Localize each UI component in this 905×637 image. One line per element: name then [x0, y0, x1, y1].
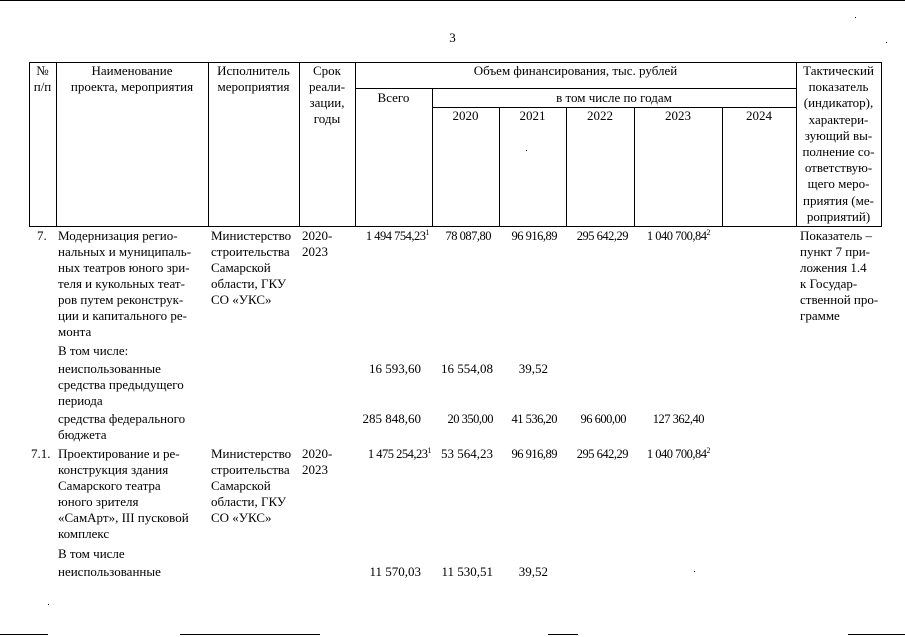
row71-2022: 295 642,29 [576, 447, 628, 461]
row71-2023: 1 040 700,84$^2$ [646, 445, 710, 461]
header-year-2024: 2024 [746, 108, 772, 123]
row71-total: 1 475 254,23$^1$ [367, 445, 431, 461]
row7-federal-total: 285 848,60 [362, 411, 421, 426]
row7-federal-2021: 41 536,20 [511, 412, 557, 426]
header-name: Наименование проекта, мероприятия [70, 63, 194, 94]
row7-unused-total: 16 593,60 [369, 361, 421, 376]
col-divider-2022 [634, 107, 635, 227]
row71-including-label: В том числе [58, 546, 125, 561]
col-divider-2021 [566, 107, 567, 227]
row7-indicator: Показатель – пункт 7 при- ложения 1.4 к Государ- ственной про- грамме [800, 228, 879, 323]
header-year-2023: 2023 [665, 108, 691, 123]
header-by-years: в том числе по годам [556, 90, 672, 105]
row71-unused-2021: 39,52 [518, 564, 548, 579]
row71-unused-total: 11 570,03 [369, 564, 421, 579]
row7-2021: 96 916,89 [511, 229, 557, 243]
header-term: Срок реали- зации, годы [308, 63, 346, 126]
scan-speck [886, 42, 887, 43]
row71-2020: 53 564,23 [441, 446, 493, 461]
scan-speck [526, 150, 527, 151]
scan-top-edge [0, 0, 905, 1]
row71-executor: Министерство строительства Самарской области, ГКУ СО «УКС» [211, 446, 292, 525]
row7-including-label: В том числе: [58, 343, 129, 358]
page-number: 3 [449, 30, 456, 45]
row7-total: 1 494 754,23$^1$ [365, 227, 429, 243]
row7-federal-2020: 20 350,00 [447, 412, 493, 426]
row71-2021: 96 916,89 [511, 447, 557, 461]
row71-unused-name: неиспользованные [58, 564, 161, 579]
header-executor: Исполнитель мероприятия [217, 63, 290, 94]
scan-bottom-edge [0, 634, 48, 635]
header-funding: Объем финансирования, тыс. рублей [473, 63, 678, 78]
row7-unused-2021: 39,52 [518, 361, 548, 376]
row71-no: 7.1. [31, 446, 51, 461]
scan-bottom-edge [548, 634, 578, 635]
row7-no: 7. [37, 228, 47, 243]
scan-speck [48, 604, 49, 605]
col-divider-term [355, 62, 356, 227]
row7-name: Модернизация регио- нальных и муниципаль- ных театров юного зри- теля и кукольных теат- ров путем реконструк- ции и капитального ре- монта [58, 228, 192, 339]
header-total: Всего [377, 90, 410, 105]
scan-speck [694, 571, 695, 572]
row7-federal-2023: 127 362,40 [652, 412, 704, 426]
funding-header-divider [355, 88, 796, 89]
header-year-2022: 2022 [587, 108, 613, 123]
row7-unused-2020: 16 554,08 [441, 361, 493, 376]
row7-federal-name: средства федерального бюджета [58, 411, 186, 442]
header-indicator: Тактический показатель (индикатор), характери- зующий вы- полнение со- ответствую- щего меро- приятия (ме- роприятий) [802, 63, 875, 224]
table-right-border [881, 62, 882, 227]
row71-term: 2020- 2023 [302, 446, 333, 477]
header-year-2020: 2020 [452, 108, 479, 123]
row7-2023: 1 040 700,84$^2$ [646, 227, 710, 243]
header-year-2021: 2021 [519, 108, 546, 123]
row7-executor: Министерство строительства Самарской области, ГКУ СО «УКС» [211, 228, 292, 307]
col-divider-2020 [499, 107, 500, 227]
header-no: № п/п [33, 63, 52, 94]
header-bottom-border [29, 226, 881, 227]
row7-2022: 295 642,29 [576, 229, 628, 243]
row71-name: Проектирование и ре- конструкция здания Самарского театра юного зрителя «СамАрт», III пусковой комплекс [58, 446, 189, 541]
row71-unused-2020: 11 530,51 [441, 564, 493, 579]
row7-term: 2020- 2023 [302, 228, 333, 259]
scan-bottom-edge [848, 634, 905, 635]
row7-unused-name: неиспользованные средства предыдущего периода [58, 361, 184, 408]
scan-bottom-edge [180, 634, 320, 635]
row7-federal-2022: 96 600,00 [580, 412, 626, 426]
row7-2020: 78 087,80 [445, 229, 491, 243]
col-divider-2023 [722, 107, 723, 227]
scan-speck [855, 17, 856, 18]
